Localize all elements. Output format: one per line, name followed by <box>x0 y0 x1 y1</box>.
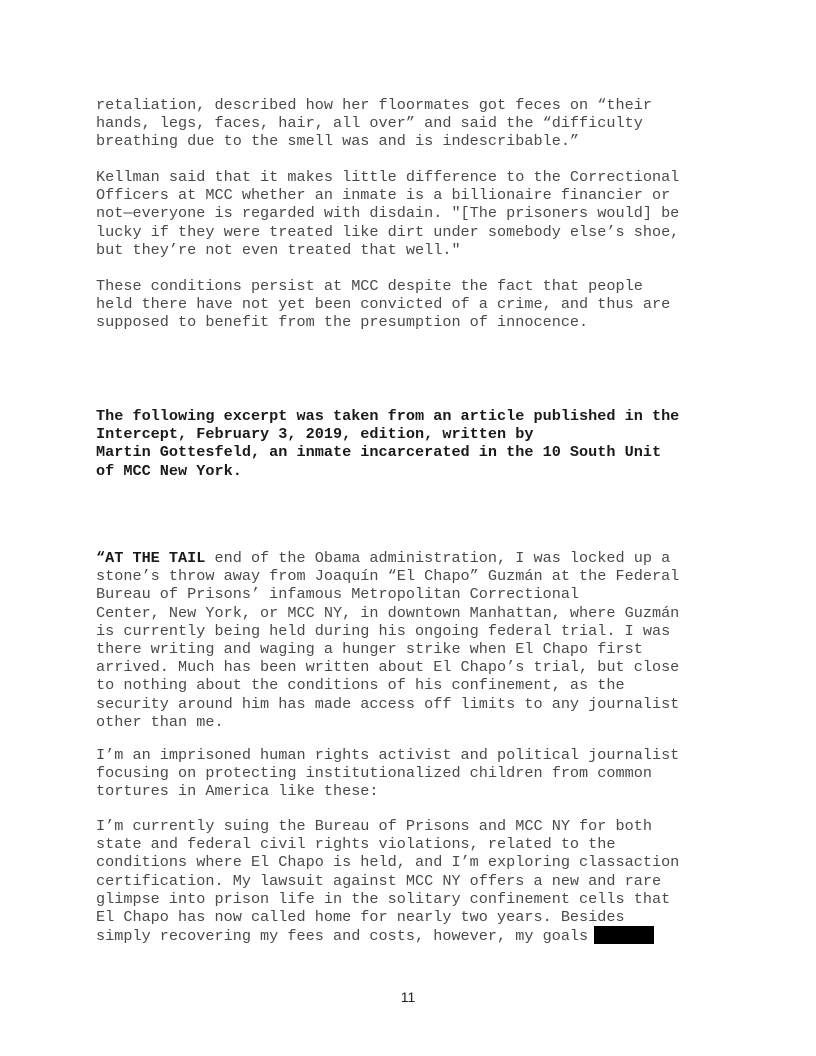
paragraph-lawsuit-text: I’m currently suing the Bureau of Prisons and MCC NY for both state and federal civil rights violations, related to the conditions where El Chapo is held, and I’m exploring classaction certification. My lawsuit against MCC NY offers a new and rare glimpse into prison life in the solitary confinement cells that El Chapo has now called home for nearly two years. Besides simply recovering my fees and costs, however, my goals <box>96 817 680 946</box>
paragraph-feces-conditions: retaliation, described how her floormates got feces on “their hands, legs, faces, hair, all over” and said the “difficulty breathing due to the smell was and is indescribable.” <box>96 96 652 151</box>
redaction-block <box>594 926 654 944</box>
paragraph-kellman-quote: Kellman said that it makes little difference to the Correctional Officers at MCC whether an inmate is a billionaire financier or not—everyone is regarded with disdain. "[The prisoners would] be lucky if they were treated like dirt under somebody else’s shoe, but they’re not even treated that well." <box>96 168 680 259</box>
paragraph-activist-intro: I’m an imprisoned human rights activist and political journalist focusing on protecting institutionalized children from common tortures in America like these: <box>96 746 680 801</box>
paragraph-lawsuit <box>96 817 726 945</box>
paragraph-presumption-innocence: These conditions persist at MCC despite the fact that people held there have not yet been convicted of a crime, and thus are supposed to benefit from the presumption of innocence. <box>96 277 671 332</box>
lead-in-text: “AT THE TAIL <box>96 549 206 567</box>
page-number: 11 <box>400 989 416 1005</box>
paragraph-el-chapo-intro <box>96 549 726 731</box>
excerpt-heading: The following excerpt was taken from an article published in the Intercept, February 3, 2019, edition, written by Martin Gottesfeld, an inmate incarcerated in the 10 South Unit of MCC New York. <box>96 407 680 480</box>
paragraph-el-chapo-body: end of the Obama administration, I was locked up a stone’s throw away from Joaquín “El Chapo” Guzmán at the Federal Bureau of Prisons’ infamous Metropolitan Correctional Center, New York, or MCC NY, in downtown Manhattan, where Guzmán is currently being held during his ongoing federal trial. I was there writing and waging a hunger strike when El Chapo first arrived. Much has been written about El Chapo’s trial, but close to nothing about the conditions of his confinement, as the security around him has made access off limits to any journalist other than me. <box>96 549 680 731</box>
